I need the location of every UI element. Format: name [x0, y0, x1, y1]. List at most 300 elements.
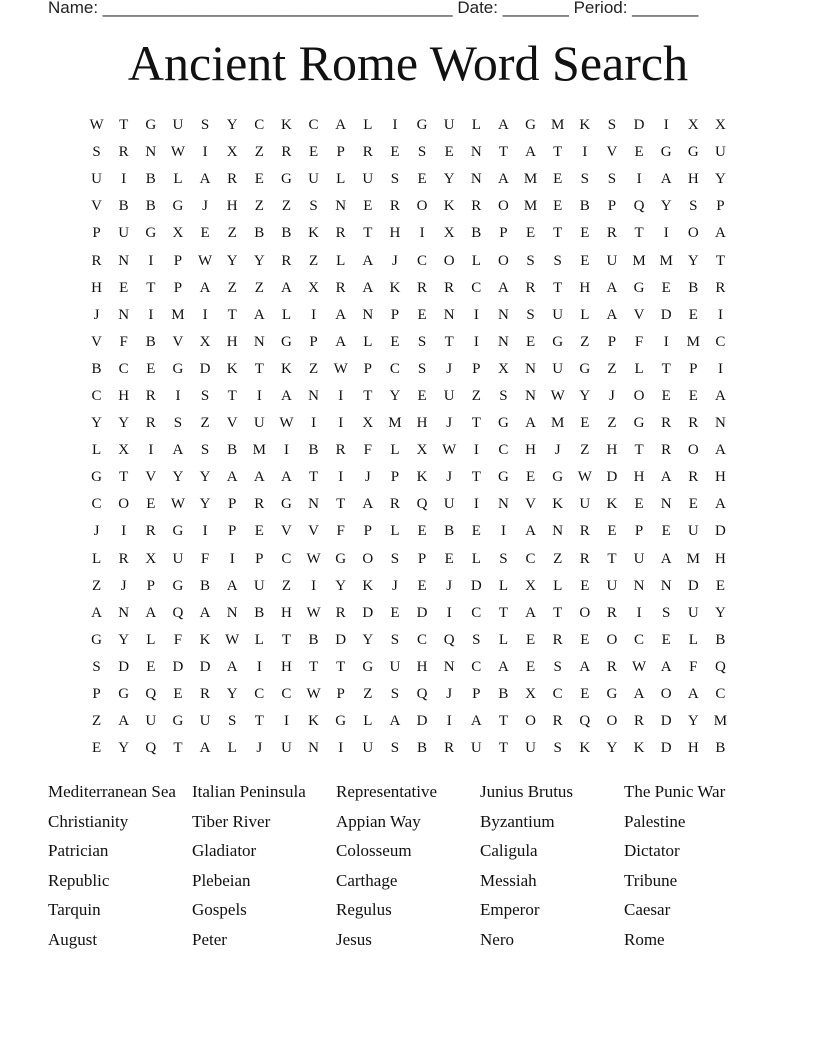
grid-letter: P [228, 523, 237, 540]
word-bank-item: Byzantium [480, 811, 555, 831]
grid-letter: S [607, 171, 617, 188]
grid-letter: J [554, 442, 561, 459]
grid-letter: E [661, 279, 671, 296]
grid-letter: A [335, 333, 347, 350]
grid-letter: R [281, 144, 292, 161]
grid-letter: S [417, 360, 427, 377]
grid-letter: A [253, 469, 265, 486]
grid-letter: N [118, 306, 130, 323]
grid-letter: L [363, 117, 373, 134]
grid-letter: V [145, 469, 157, 486]
grid-letter: R [579, 550, 590, 567]
grid-letter: C [471, 658, 482, 675]
grid-letter: U [253, 577, 265, 594]
grid-letter: H [579, 279, 591, 296]
grid-letter: A [715, 496, 726, 513]
grid-letter: A [362, 252, 374, 269]
grid-letter: I [338, 387, 344, 404]
grid-letter: T [281, 631, 292, 648]
grid-letter: P [336, 144, 345, 161]
grid-letter: K [308, 225, 319, 242]
grid-letter: A [281, 469, 292, 486]
word-bank-item: Gospels [192, 900, 247, 920]
grid-letter: L [471, 550, 481, 567]
grid-letter: G [498, 469, 509, 486]
grid-letter: C [471, 604, 482, 621]
grid-letter: A [172, 442, 184, 459]
student-info-line: Name: _____________________________________ Date: _______ Period: _______ [48, 0, 699, 17]
word-bank-item: Christianity [48, 811, 129, 831]
grid-letter: M [659, 252, 673, 269]
grid-letter: I [256, 658, 262, 675]
grid-letter: T [634, 225, 644, 242]
grid-letter: W [306, 550, 321, 567]
grid-letter: T [227, 387, 237, 404]
grid-letter: Q [145, 740, 157, 757]
grid-letter: R [389, 198, 400, 215]
grid-letter: L [390, 442, 400, 459]
grid-letter: R [389, 496, 400, 513]
grid-letter: E [580, 415, 590, 432]
grid-letter: Z [607, 360, 617, 377]
grid-letter: T [498, 713, 509, 730]
word-bank-item: Italian Peninsula [192, 782, 306, 801]
grid-letter: U [172, 117, 184, 134]
grid-letter: Q [633, 198, 645, 215]
grid-letter: B [444, 523, 455, 540]
grid-letter: H [606, 442, 618, 459]
grid-letter: L [173, 171, 183, 188]
grid-letter: X [145, 550, 157, 567]
grid-letter: J [256, 740, 263, 757]
grid-letter: L [227, 740, 237, 757]
grid-letter: T [173, 740, 183, 757]
grid-letter: P [228, 496, 237, 513]
grid-letter: V [308, 523, 319, 540]
grid-letter: E [417, 306, 427, 323]
grid-letter: T [498, 740, 509, 757]
grid-letter: Z [580, 333, 590, 350]
grid-letter: M [713, 713, 728, 730]
grid-row [83, 518, 734, 545]
grid-letter: W [170, 496, 186, 513]
grid-letter: B [254, 225, 265, 242]
grid-letter: B [715, 631, 726, 648]
grid-letter: L [254, 631, 264, 648]
grid-letter: N [660, 496, 672, 513]
grid-letter: K [281, 117, 292, 134]
grid-letter: R [145, 415, 156, 432]
grid-letter: Z [254, 144, 264, 161]
grid-letter: B [417, 740, 428, 757]
grid-letter: V [525, 496, 536, 513]
grid-letter: X [443, 225, 455, 242]
grid-letter: E [417, 523, 427, 540]
grid-letter: T [661, 360, 671, 377]
grid-letter: B [715, 740, 726, 757]
word-bank-item: Rome [624, 929, 665, 949]
grid-letter: L [471, 252, 481, 269]
grid-letter: E [119, 279, 129, 296]
grid-letter: A [660, 469, 672, 486]
grid-letter: H [633, 469, 645, 486]
grid-letter: T [498, 604, 509, 621]
grid-letter: B [498, 686, 509, 703]
grid-row [83, 600, 734, 627]
grid-letter: E [661, 523, 671, 540]
grid-letter: H [91, 279, 102, 296]
grid-letter: U [715, 144, 726, 161]
grid-letter: A [660, 171, 672, 188]
word-bank-item: Messiah [480, 870, 537, 890]
grid-letter: R [606, 225, 617, 242]
grid-letter: O [606, 713, 618, 730]
grid-letter: Y [199, 469, 211, 486]
grid-letter: T [119, 469, 129, 486]
grid-letter: A [498, 279, 509, 296]
grid-letter: B [579, 198, 590, 215]
grid-letter: E [688, 496, 698, 513]
grid-letter: O [633, 387, 645, 404]
grid-row [83, 356, 734, 383]
grid-letter: L [688, 631, 698, 648]
grid-letter: P [363, 523, 372, 540]
grid-letter: P [92, 225, 101, 242]
grid-letter: N [498, 496, 509, 513]
grid-letter: S [390, 686, 400, 703]
grid-letter: Y [226, 252, 238, 269]
grid-row [83, 112, 734, 139]
grid-letter: T [444, 333, 454, 350]
grid-letter: I [473, 442, 479, 459]
grid-letter: G [416, 117, 428, 134]
grid-letter: P [417, 550, 427, 567]
grid-letter: R [552, 631, 563, 648]
grid-row [83, 193, 734, 220]
grid-letter: Z [553, 550, 563, 567]
grid-letter: R [688, 415, 699, 432]
grid-letter: I [283, 442, 289, 459]
grid-letter: Y [687, 252, 699, 269]
grid-letter: I [717, 360, 723, 377]
grid-letter: A [579, 658, 591, 675]
grid-letter: A [715, 225, 726, 242]
grid-letter: F [363, 442, 372, 459]
grid-letter: E [715, 577, 726, 594]
grid-letter: J [93, 306, 100, 323]
grid-letter: B [91, 360, 102, 377]
grid-letter: T [254, 713, 264, 730]
grid-letter: H [226, 198, 238, 215]
grid-letter: G [362, 658, 374, 675]
grid-row [83, 166, 734, 193]
grid-letter: T [471, 469, 481, 486]
grid-letter: R [335, 604, 346, 621]
grid-letter: V [633, 306, 645, 323]
grid-letter: Y [715, 604, 726, 621]
grid-letter: N [118, 604, 130, 621]
grid-letter: Y [687, 713, 699, 730]
grid-letter: Y [91, 415, 102, 432]
grid-letter: Q [416, 496, 428, 513]
letter-grid [83, 112, 734, 762]
grid-letter: A [226, 577, 238, 594]
word-bank-item: Junius Brutus [480, 782, 574, 801]
grid-letter: P [173, 279, 183, 296]
grid-letter: I [148, 442, 154, 459]
grid-letter: S [553, 658, 562, 675]
grid-letter: A [199, 740, 211, 757]
grid-letter: I [311, 415, 317, 432]
grid-letter: E [390, 333, 400, 350]
grid-letter: K [416, 469, 428, 486]
grid-row [83, 546, 734, 573]
grid-letter: E [688, 306, 698, 323]
grid-letter: M [551, 117, 565, 134]
grid-letter: H [687, 740, 699, 757]
grid-letter: E [390, 604, 400, 621]
grid-letter: E [553, 171, 563, 188]
grid-letter: C [254, 117, 265, 134]
grid-letter: R [634, 713, 645, 730]
grid-letter: O [660, 686, 672, 703]
grid-letter: P [255, 550, 264, 567]
grid-letter: Y [199, 496, 211, 513]
grid-letter: R [661, 442, 672, 459]
grid-letter: Y [715, 171, 726, 188]
grid-letter: C [389, 360, 400, 377]
grid-letter: W [306, 604, 321, 621]
grid-letter: L [363, 713, 373, 730]
grid-letter: U [308, 171, 319, 188]
grid-letter: I [338, 415, 344, 432]
grid-letter: T [553, 604, 563, 621]
grid-letter: Z [580, 442, 590, 459]
grid-letter: Y [660, 198, 672, 215]
grid-letter: X [172, 225, 184, 242]
grid-letter: A [362, 496, 374, 513]
grid-letter: N [308, 740, 319, 757]
grid-letter: S [499, 387, 508, 404]
grid-letter: K [552, 496, 564, 513]
grid-letter: R [145, 387, 156, 404]
grid-letter: S [662, 604, 671, 621]
grid-letter: J [446, 686, 453, 703]
grid-letter: B [145, 198, 156, 215]
grid-row [83, 681, 734, 708]
word-bank-item: August [48, 929, 98, 949]
grid-letter: C [634, 631, 645, 648]
grid-letter: Y [335, 577, 347, 594]
word-bank-item: Palestine [624, 811, 686, 831]
grid-letter: E [417, 171, 427, 188]
grid-letter: U [443, 387, 455, 404]
word-bank [48, 778, 788, 956]
grid-letter: G [281, 171, 292, 188]
grid-letter: A [145, 604, 157, 621]
grid-letter: G [145, 117, 157, 134]
grid-letter: E [525, 333, 536, 350]
grid-letter: W [279, 415, 294, 432]
grid-letter: R [715, 279, 726, 296]
grid-letter: T [336, 496, 346, 513]
grid-letter: P [607, 333, 617, 350]
grid-letter: E [525, 225, 536, 242]
grid-row [83, 654, 734, 681]
grid-letter: D [118, 658, 130, 675]
grid-letter: V [172, 333, 184, 350]
grid-letter: H [281, 658, 292, 675]
grid-letter: I [311, 577, 317, 594]
grid-letter: I [202, 144, 208, 161]
grid-letter: R [281, 252, 292, 269]
grid-letter: D [633, 117, 645, 134]
grid-letter: O [579, 604, 591, 621]
grid-letter: X [308, 279, 319, 296]
grid-letter: D [660, 306, 672, 323]
grid-letter: U [389, 658, 401, 675]
grid-letter: A [525, 415, 536, 432]
grid-letter: D [606, 469, 618, 486]
grid-letter: L [146, 631, 156, 648]
grid-letter: Z [471, 387, 481, 404]
grid-letter: R [688, 469, 699, 486]
grid-letter: M [523, 198, 538, 215]
grid-letter: M [686, 550, 700, 567]
grid-letter: R [118, 550, 129, 567]
grid-letter: N [660, 577, 672, 594]
grid-letter: R [227, 171, 238, 188]
grid-letter: M [523, 171, 538, 188]
grid-letter: W [306, 686, 321, 703]
grid-letter: X [715, 117, 726, 134]
grid-letter: B [254, 604, 265, 621]
grid-letter: O [362, 550, 374, 567]
grid-letter: J [202, 198, 208, 215]
grid-letter: N [443, 306, 455, 323]
grid-letter: H [416, 658, 428, 675]
grid-letter: H [226, 333, 238, 350]
grid-letter: E [254, 171, 264, 188]
grid-letter: I [392, 117, 398, 134]
grid-letter: U [145, 713, 157, 730]
grid-letter: T [471, 415, 481, 432]
grid-letter: I [663, 225, 669, 242]
grid-letter: K [579, 740, 591, 757]
grid-letter: C [118, 360, 129, 377]
grid-letter: D [660, 713, 672, 730]
grid-letter: G [579, 360, 591, 377]
grid-letter: A [470, 713, 482, 730]
grid-letter: Z [308, 252, 319, 269]
grid-letter: R [335, 442, 346, 459]
grid-letter: E [417, 577, 427, 594]
grid-letter: S [200, 117, 210, 134]
grid-letter: S [92, 658, 101, 675]
grid-letter: I [500, 523, 506, 540]
grid-letter: P [499, 225, 508, 242]
grid-letter: B [471, 225, 482, 242]
grid-letter: U [552, 360, 564, 377]
word-bank-item: Dictator [624, 841, 680, 861]
grid-letter: E [146, 658, 156, 675]
grid-letter: O [687, 442, 699, 459]
grid-letter: G [633, 279, 645, 296]
grid-letter: E [91, 740, 102, 757]
grid-letter: U [687, 604, 699, 621]
grid-letter: A [335, 306, 347, 323]
grid-letter: S [309, 198, 318, 215]
grid-letter: O [606, 631, 618, 648]
grid-letter: E [607, 523, 617, 540]
grid-row [83, 383, 734, 410]
grid-letter: C [281, 550, 292, 567]
word-bank-item: Caligula [480, 841, 538, 861]
grid-letter: Q [443, 631, 455, 648]
grid-letter: K [633, 740, 645, 757]
grid-letter: T [308, 658, 319, 675]
grid-letter: L [498, 631, 509, 648]
grid-letter: T [336, 658, 346, 675]
grid-letter: N [552, 523, 564, 540]
grid-letter: I [338, 469, 344, 486]
grid-letter: M [171, 306, 185, 323]
grid-letter: M [252, 442, 266, 459]
grid-letter: F [200, 550, 210, 567]
grid-letter: T [634, 442, 644, 459]
grid-letter: J [392, 577, 398, 594]
grid-letter: S [499, 550, 508, 567]
grid-letter: B [308, 442, 319, 459]
grid-letter: U [687, 523, 699, 540]
grid-letter: G [91, 469, 102, 486]
grid-letter: G [552, 469, 564, 486]
grid-letter: S [173, 415, 183, 432]
grid-letter: A [687, 686, 699, 703]
grid-letter: P [390, 306, 400, 323]
grid-letter: T [553, 144, 563, 161]
grid-letter: G [687, 144, 699, 161]
grid-letter: B [145, 171, 156, 188]
word-bank-item: Caesar [624, 900, 671, 920]
grid-letter: Y [226, 117, 238, 134]
word-bank-item: Carthage [336, 870, 398, 890]
grid-letter: A [525, 523, 536, 540]
grid-letter: G [525, 117, 536, 134]
grid-row [83, 329, 734, 356]
grid-letter: P [173, 252, 183, 269]
grid-letter: R [525, 279, 536, 296]
grid-letter: C [308, 117, 319, 134]
grid-letter: Q [145, 686, 157, 703]
grid-letter: N [308, 496, 319, 513]
grid-letter: E [417, 387, 427, 404]
word-bank-item: Patrician [48, 841, 109, 861]
grid-letter: A [633, 686, 645, 703]
grid-letter: G [281, 333, 292, 350]
grid-letter: E [580, 252, 590, 269]
grid-row [83, 302, 734, 329]
grid-row [83, 275, 734, 302]
grid-letter: I [202, 523, 208, 540]
grid-letter: I [338, 740, 344, 757]
grid-letter: A [226, 658, 238, 675]
grid-letter: O [443, 252, 455, 269]
grid-letter: H [118, 387, 130, 404]
grid-letter: A [525, 604, 536, 621]
grid-letter: J [446, 469, 453, 486]
grid-letter: I [717, 306, 723, 323]
